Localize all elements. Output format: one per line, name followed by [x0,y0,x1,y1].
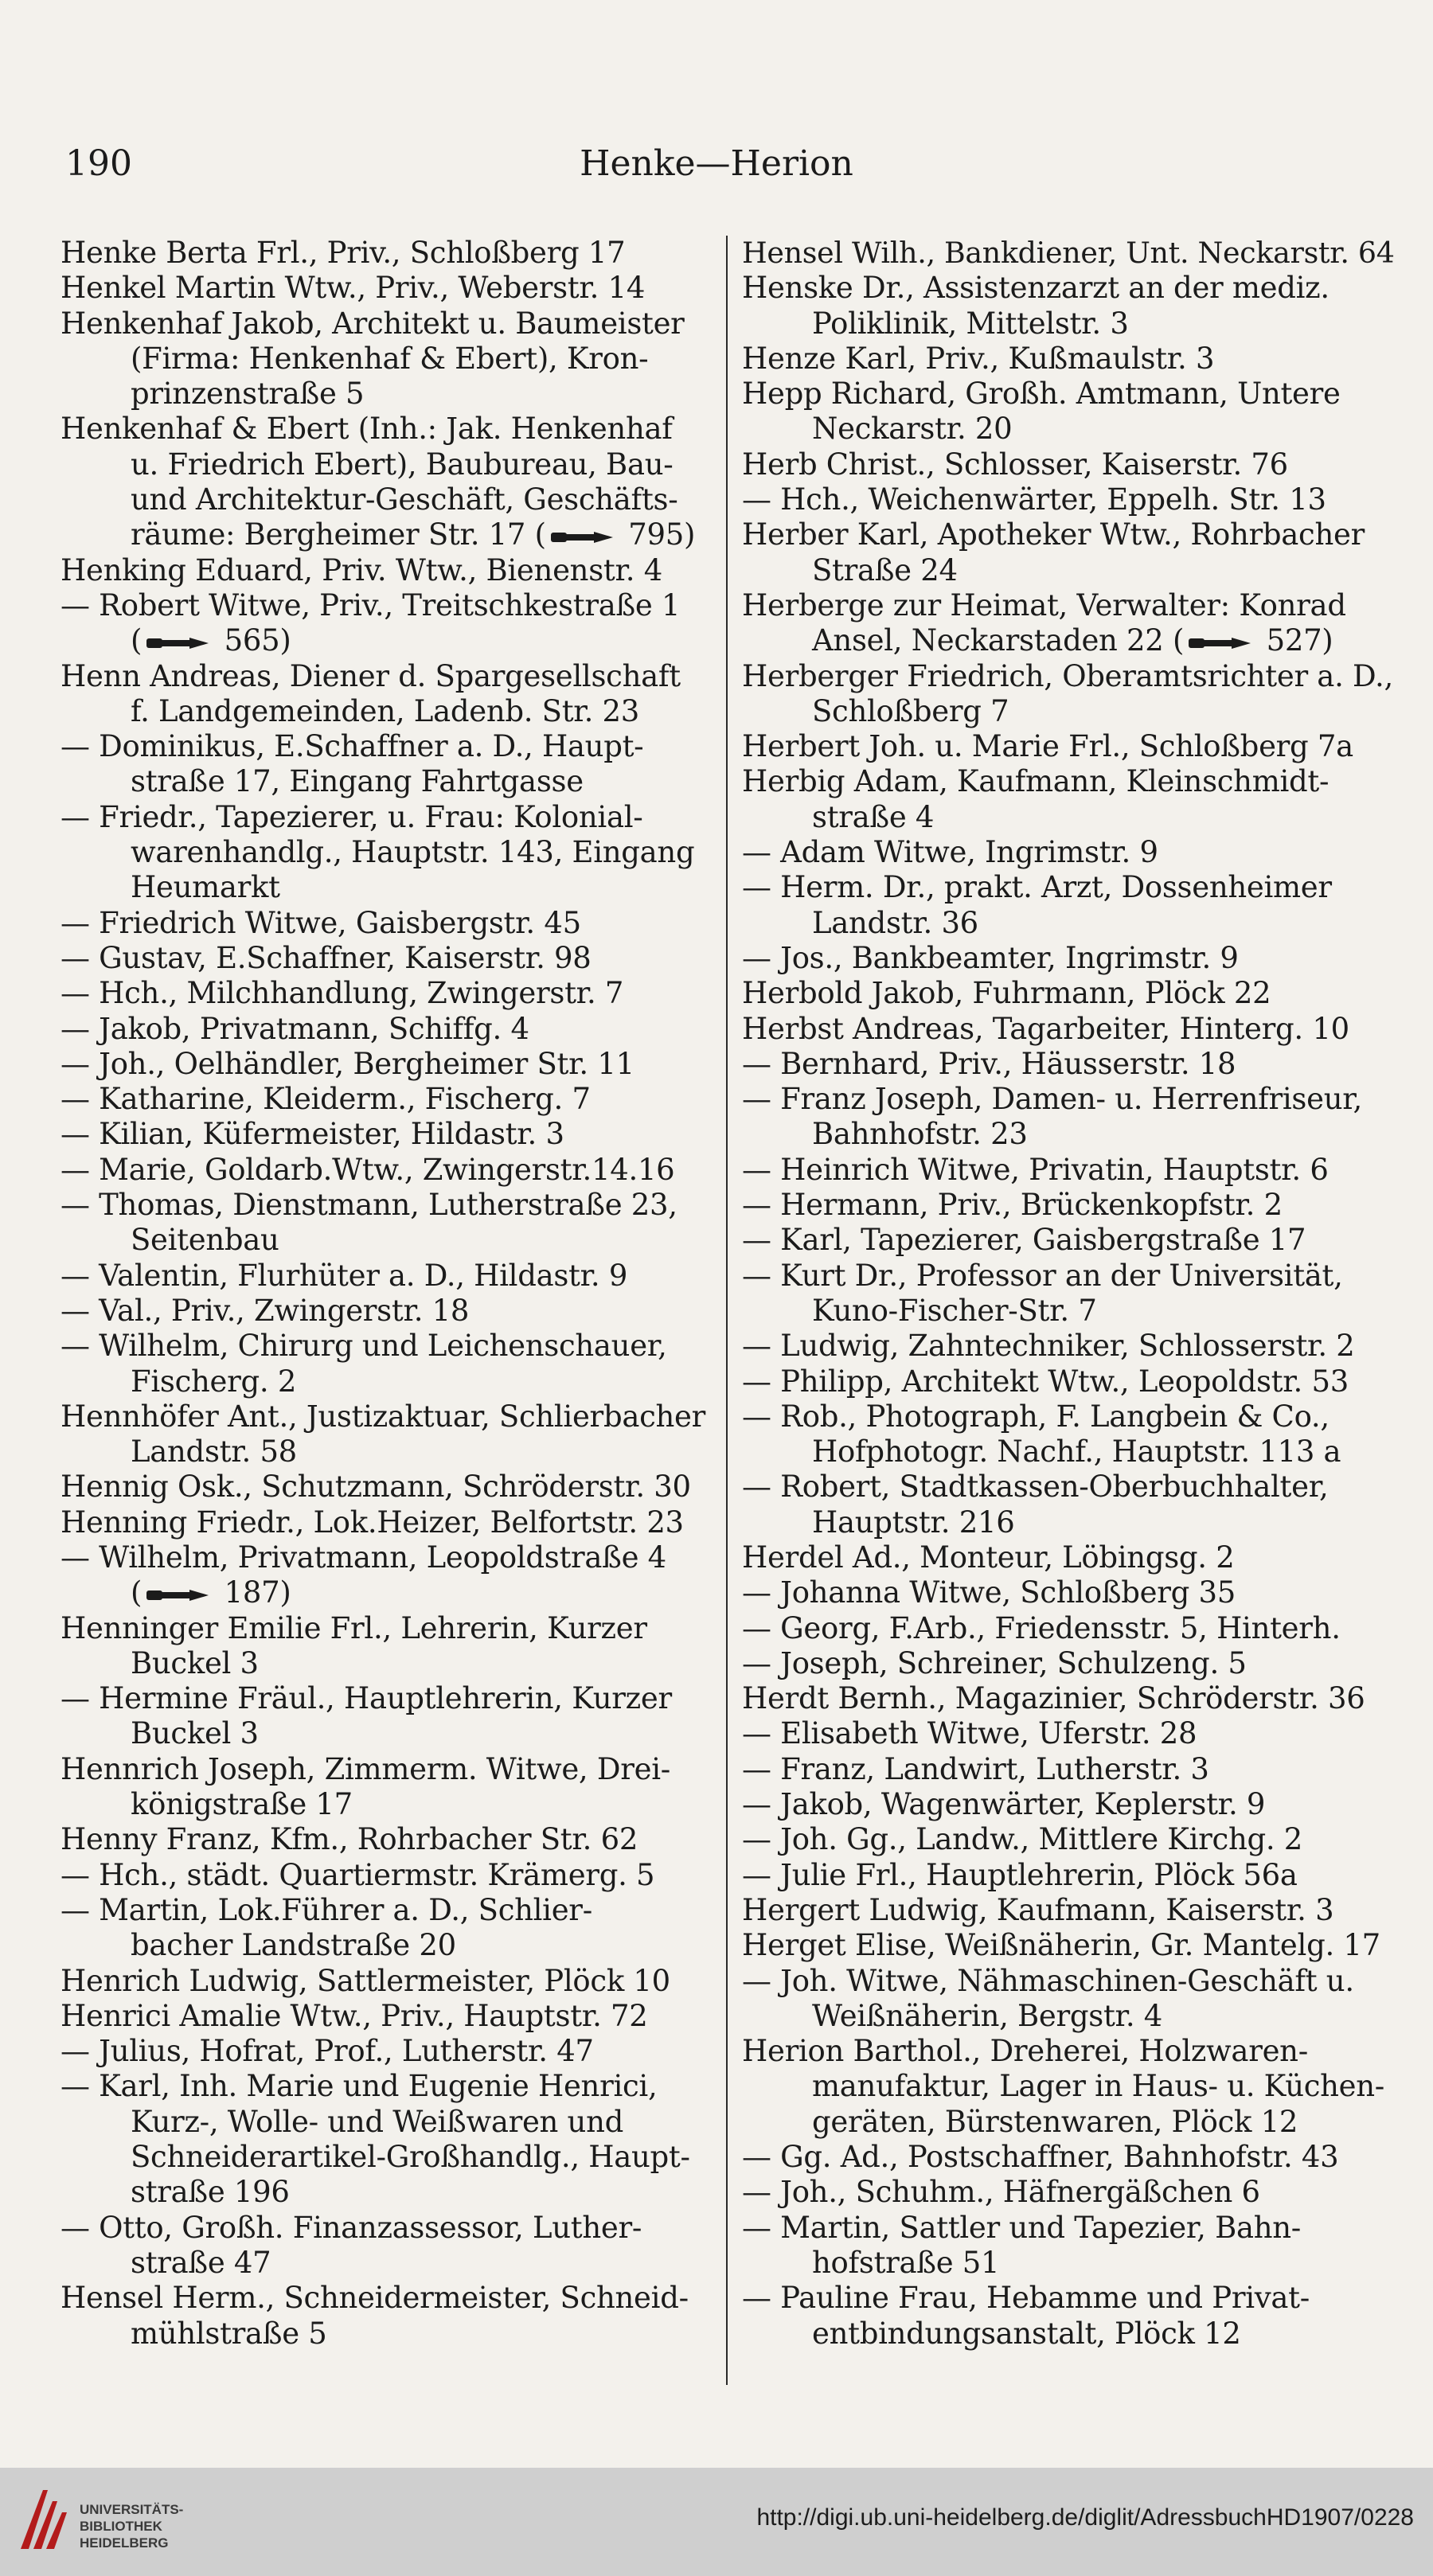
directory-entry [61,2069,713,2210]
entry-continuation-line: warenhandlg., Hauptstr. 143, Eingang [131,835,695,870]
entry-line: — Julius, Hofrat, Prof., Lutherstr. 47 [61,2034,594,2069]
directory-entry [61,1188,713,1259]
directory-entry [61,1964,713,1999]
directory-entry [742,2034,1395,2140]
directory-entry [742,1716,1395,1751]
entry-line: — Friedrich Witwe, Gaisbergstr. 45 [61,905,581,940]
entry-line: Herbig Adam, Kaufmann, Kleinschmidt- [742,764,1330,799]
entry-line: — Kilian, Küfermeister, Hildastr. 3 [61,1117,564,1152]
entry-continuation-line: prinzenstraße 5 [131,377,365,412]
entry-continuation-line: und Architektur-Geschäft, Geschäfts- [131,482,678,517]
directory-entry [742,1469,1395,1540]
directory-entry [742,1893,1395,1928]
entry-continuation-line: Poliklinik, Mittelstr. 3 [812,306,1129,341]
directory-entry [61,1294,713,1329]
entry-line: — Elisabeth Witwe, Uferstr. 28 [742,1716,1197,1751]
entry-continuation-line: manufaktur, Lager in Haus- u. Küchen- [812,2069,1385,2104]
entry-line: Henning Friedr., Lok.Heizer, Belfortstr. 23 [61,1505,684,1540]
directory-entry [742,271,1395,342]
entry-continuation-line: ( 565) [131,623,291,658]
source-url-link[interactable]: http://digi.ub.uni-heidelberg.de/diglit/AdressbuchHD1907/0228 [756,2504,1414,2531]
entry-line: Henske Dr., Assistenzarzt an der mediz. [742,271,1330,306]
entry-line: Henkenhaf Jakob, Architekt u. Baumeister [61,306,685,341]
entry-line: — Hermann, Priv., Brückenkopfstr. 2 [742,1188,1283,1223]
entry-continuation-line: u. Friedrich Ebert), Baubureau, Bau- [131,447,674,482]
directory-entry [61,588,713,659]
directory-entry [742,1681,1395,1716]
entry-line: Herberge zur Heimat, Verwalter: Konrad [742,587,1346,623]
directory-entry [61,2211,713,2281]
entry-line: — Martin, Sattler und Tapezier, Bahn- [742,2210,1301,2245]
entry-continuation-line: königstraße 17 [131,1787,353,1822]
telephone-hand-icon [145,634,210,652]
directory-entry [61,1611,713,1682]
entry-line: — Ludwig, Zahntechniker, Schlosserstr. 2 [742,1329,1355,1364]
entry-line: — Hch., Weichenwärter, Eppelh. Str. 13 [742,482,1326,517]
entry-line: — Bernhard, Priv., Häusserstr. 18 [742,1046,1236,1081]
entry-line: Herb Christ., Schlosser, Kaiserstr. 76 [742,447,1288,482]
entry-line: — Franz Joseph, Damen- u. Herrenfriseur, [742,1082,1363,1117]
directory-entry [61,659,713,730]
entry-line: Herion Barthol., Dreherei, Holzwaren- [742,2034,1308,2069]
entry-continuation-line: f. Landgemeinden, Ladenb. Str. 23 [131,693,639,728]
directory-entry [742,1752,1395,1787]
entry-line: Henke Berta Frl., Priv., Schloßberg 17 [61,236,626,270]
entry-line: Hennhöfer Ant., Justizaktuar, Schlierbacher [61,1399,706,1434]
directory-entry [61,1893,713,1964]
entry-continuation-line: (Firma: Henkenhaf & Ebert), Kron- [131,341,649,376]
entry-line: Hennig Osk., Schutzmann, Schröderstr. 30 [61,1469,691,1505]
left-column [61,236,713,2352]
entry-continuation-line: hofstraße 51 [812,2245,1000,2280]
directory-entry [61,2034,713,2069]
directory-entry [61,1399,713,1470]
entry-line: Henze Karl, Priv., Kußmaulstr. 3 [742,341,1215,376]
entry-line: — Hermine Fräul., Hauptlehrerin, Kurzer [61,1681,672,1716]
directory-entry [61,1469,713,1505]
entry-continuation-line: Fischerg. 2 [131,1364,297,1399]
entry-continuation-line: entbindungsanstalt, Plöck 12 [812,2316,1241,2351]
entry-line: Herget Elise, Weißnäherin, Gr. Mantelg. 17 [742,1928,1380,1963]
entry-continuation-line: Kurz-, Wolle- und Weißwaren und [131,2104,623,2139]
directory-entry [742,2175,1395,2210]
entry-line: Herber Karl, Apotheker Wtw., Rohrbacher [742,517,1365,552]
directory-entry [61,729,713,800]
entry-continuation-line: Landstr. 58 [131,1434,297,1469]
entry-line: Herberger Friedrich, Oberamtsrichter a. D., [742,658,1393,693]
directory-entry [61,1505,713,1540]
directory-entry [742,659,1395,730]
directory-entry [61,1540,713,1611]
entry-continuation-line: Landstr. 36 [812,905,978,940]
telephone-hand-icon [549,529,615,546]
entry-continuation-line: straße 47 [131,2245,271,2280]
directory-entry [61,1329,713,1399]
directory-entry [61,412,713,552]
directory-entry [742,976,1395,1011]
directory-entry [61,2281,713,2352]
directory-entry [742,1646,1395,1681]
entry-line: — Joh., Schuhm., Häfnergäßchen 6 [742,2175,1260,2210]
entry-line: — Adam Witwe, Ingrimstr. 9 [742,835,1158,870]
entry-line: Henninger Emilie Frl., Lehrerin, Kurzer [61,1610,647,1645]
directory-entry [742,941,1395,976]
directory-entry [742,2281,1395,2352]
directory-entry [742,870,1395,941]
directory-entry [61,1858,713,1893]
entry-line: Herbold Jakob, Fuhrmann, Plöck 22 [742,976,1271,1011]
entry-line: — Hch., Milchhandlung, Zwingerstr. 7 [61,976,624,1011]
entry-continuation-line: Schloßberg 7 [812,693,1009,728]
directory-entry [742,517,1395,588]
page-number: 190 [65,143,132,184]
entry-line: — Jakob, Privatmann, Schiffg. 4 [61,1011,529,1046]
directory-entry [61,1822,713,1857]
entry-line: — Jos., Bankbeamter, Ingrimstr. 9 [742,940,1239,975]
directory-entry [742,588,1395,659]
telephone-hand-icon [1187,634,1252,652]
entry-continuation-line: geräten, Bürstenwaren, Plöck 12 [812,2104,1298,2139]
directory-entry [742,236,1395,271]
entry-continuation-line: Seitenbau [131,1223,279,1258]
right-column [742,236,1395,2352]
directory-entry [61,553,713,588]
directory-entry [742,729,1395,764]
directory-entry [61,1047,713,1082]
entry-line: — Jakob, Wagenwärter, Keplerstr. 9 [742,1787,1266,1822]
directory-entry [742,2140,1395,2175]
library-logo-icon [16,2485,72,2552]
entry-line: — Joseph, Schreiner, Schulzeng. 5 [742,1645,1247,1680]
entry-continuation-line: Schneiderartikel-Großhandlg., Haupt- [131,2140,690,2175]
directory-entry [742,1611,1395,1646]
directory-entry [742,342,1395,377]
directory-entry [742,1858,1395,1893]
entry-line: — Hch., städt. Quartiermstr. Krämerg. 5 [61,1857,655,1892]
entry-line: Hennrich Joseph, Zimmerm. Witwe, Drei- [61,1751,670,1786]
directory-entry [61,1012,713,1047]
entry-line: Henrich Ludwig, Sattlermeister, Plöck 10 [61,1963,670,1998]
directory-entry [61,1999,713,2034]
entry-line: — Thomas, Dienstmann, Lutherstraße 23, [61,1188,677,1223]
entry-line: — Dominikus, E.Schaffner a. D., Haupt- [61,729,644,764]
entry-line: — Philipp, Architekt Wtw., Leopoldstr. 53 [742,1364,1349,1399]
directory-entry [61,1082,713,1117]
directory-entry [61,236,713,271]
entry-line: Herbst Andreas, Tagarbeiter, Hinterg. 10 [742,1011,1349,1046]
directory-entry [61,1259,713,1294]
entry-continuation-line: straße 196 [131,2175,290,2210]
entry-line: — Karl, Tapezierer, Gaisbergstraße 17 [742,1223,1306,1258]
entry-line: Hensel Wilh., Bankdiener, Unt. Neckarstr. 64 [742,236,1395,270]
directory-entry [742,1082,1395,1153]
entry-continuation-line: straße 17, Eingang Fahrtgasse [131,764,584,799]
directory-entry [61,1752,713,1823]
entry-line: Henking Eduard, Priv. Wtw., Bienenstr. 4 [61,552,662,587]
entry-continuation-line: Ansel, Neckarstaden 22 ( 527) [812,623,1333,658]
directory-entry [61,800,713,906]
entry-continuation-line: ( 187) [131,1575,291,1610]
directory-entry [742,1153,1395,1188]
entry-line: Hergert Ludwig, Kaufmann, Kaiserstr. 3 [742,1892,1334,1927]
entry-line: — Georg, F.Arb., Friedensstr. 5, Hinterh. [742,1610,1341,1645]
directory-entry [61,1681,713,1752]
footer-bar [0,2468,1433,2576]
entry-line: Herdt Bernh., Magazinier, Schröderstr. 36 [742,1681,1365,1716]
entry-continuation-line: Bahnhofstr. 23 [812,1117,1028,1152]
entry-continuation-line: Buckel 3 [131,1716,259,1751]
directory-entry [742,1012,1395,1047]
directory-entry [742,377,1395,447]
entry-continuation-line: räume: Bergheimer Str. 17 ( 795) [131,517,696,552]
directory-entry [61,306,713,412]
directory-entry [742,1399,1395,1470]
entry-continuation-line: Hauptstr. 216 [812,1505,1015,1540]
entry-line: Henn Andreas, Diener d. Spargesellschaft [61,658,681,693]
entry-line: — Heinrich Witwe, Privatin, Hauptstr. 6 [742,1152,1329,1187]
directory-entry [61,271,713,306]
entry-line: — Friedr., Tapezierer, u. Frau: Kolonial- [61,799,643,834]
column-divider [726,236,728,2385]
entry-line: Herbert Joh. u. Marie Frl., Schloßberg 7a [742,729,1353,764]
entry-line: — Rob., Photograph, F. Langbein & Co., [742,1399,1330,1434]
directory-entry [742,1047,1395,1082]
directory-entry [742,764,1395,835]
entry-line: Hensel Herm., Schneidermeister, Schneid- [61,2281,689,2316]
entry-continuation-line: Kuno-Fischer-Str. 7 [812,1293,1097,1328]
directory-entry [742,1259,1395,1329]
entry-line: — Herm. Dr., prakt. Arzt, Dossenheimer [742,870,1332,905]
library-name: UNIVERSITÄTS- BIBLIOTHEK HEIDELBERG [80,2502,184,2551]
directory-entry [742,1329,1395,1364]
entry-line: — Julie Frl., Hauptlehrerin, Plöck 56a [742,1857,1298,1892]
directory-entry [742,1964,1395,2035]
entry-line: — Martin, Lok.Führer a. D., Schlier- [61,1892,592,1927]
directory-entry [742,1188,1395,1223]
entry-line: — Robert Witwe, Priv., Treitschkestraße 1 [61,587,681,623]
entry-line: — Joh. Witwe, Nähmaschinen-Geschäft u. [742,1963,1354,1998]
entry-line: — Joh. Gg., Landw., Mittlere Kirchg. 2 [742,1822,1303,1857]
entry-line: Henrici Amalie Wtw., Priv., Hauptstr. 72 [61,1998,648,2033]
directory-entry [61,976,713,1011]
entry-continuation-line: Buckel 3 [131,1645,259,1680]
entry-continuation-line: mühlstraße 5 [131,2316,327,2351]
entry-line: — Franz, Landwirt, Lutherstr. 3 [742,1751,1209,1786]
directory-entry [742,447,1395,482]
entry-line: — Kurt Dr., Professor an der Universität, [742,1258,1343,1293]
entry-line: — Gg. Ad., Postschaffner, Bahnhofstr. 43 [742,2140,1339,2175]
directory-entry [61,941,713,976]
directory-entry [742,1540,1395,1575]
entry-continuation-line: Neckarstr. 20 [812,412,1013,447]
entry-line: — Joh., Oelhändler, Bergheimer Str. 11 [61,1046,635,1081]
directory-entry [742,1223,1395,1258]
entry-line: — Val., Priv., Zwingerstr. 18 [61,1293,470,1328]
directory-entry [742,482,1395,517]
entry-line: — Marie, Goldarb.Wtw., Zwingerstr.14.16 [61,1152,675,1187]
directory-entry [742,1575,1395,1610]
directory-entry [742,1928,1395,1963]
entry-continuation-line: Heumarkt [131,870,280,905]
entry-continuation-line: bacher Landstraße 20 [131,1928,456,1963]
entry-continuation-line: straße 4 [812,799,935,834]
entry-line: Herdel Ad., Monteur, Löbingsg. 2 [742,1540,1235,1575]
entry-line: — Robert, Stadtkassen-Oberbuchhalter, [742,1469,1329,1505]
entry-line: Henkel Martin Wtw., Priv., Weberstr. 14 [61,271,646,306]
entry-line: — Otto, Großh. Finanzassessor, Luther- [61,2210,642,2245]
directory-entry [61,906,713,941]
directory-entry [742,1787,1395,1822]
directory-entry [742,1822,1395,1857]
directory-entry [742,2211,1395,2281]
entry-line: — Wilhelm, Privatmann, Leopoldstraße 4 [61,1540,666,1575]
telephone-hand-icon [145,1587,210,1604]
entry-line: — Karl, Inh. Marie und Eugenie Henrici, [61,2069,658,2104]
page-title: Henke—Herion [580,143,853,184]
entry-line: — Pauline Frau, Hebamme und Privat- [742,2281,1310,2316]
entry-line: — Johanna Witwe, Schloßberg 35 [742,1575,1236,1610]
entry-line: — Wilhelm, Chirurg und Leichenschauer, [61,1329,667,1364]
entry-line: Henny Franz, Kfm., Rohrbacher Str. 62 [61,1822,638,1857]
entry-continuation-line: Straße 24 [812,552,958,587]
entry-line: — Katharine, Kleiderm., Fischerg. 7 [61,1082,591,1117]
directory-entry [742,835,1395,870]
entry-line: Henkenhaf & Ebert (Inh.: Jak. Henkenhaf [61,412,673,447]
directory-entry [61,1153,713,1188]
entry-continuation-line: Hofphotogr. Nachf., Hauptstr. 113 a [812,1434,1341,1469]
directory-entry [742,1364,1395,1399]
entry-line: — Gustav, E.Schaffner, Kaiserstr. 98 [61,940,592,975]
entry-line: Hepp Richard, Großh. Amtmann, Untere [742,377,1341,412]
directory-entry [61,1117,713,1152]
entry-line: — Valentin, Flurhüter a. D., Hildastr. 9 [61,1258,628,1293]
entry-continuation-line: Weißnäherin, Bergstr. 4 [812,1998,1163,2033]
